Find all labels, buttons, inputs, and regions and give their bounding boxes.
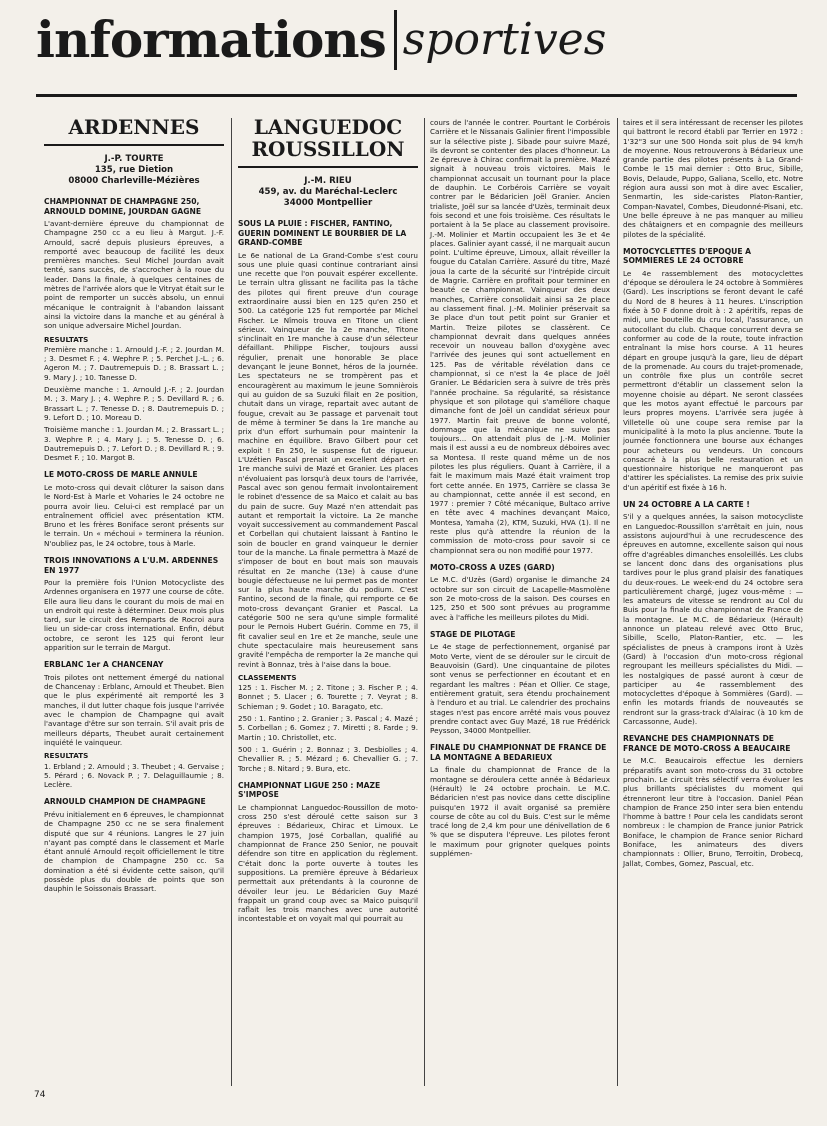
article-body: cours de l'année le contrer. Pourtant le Corbérois Carrière et le Nissanais Galinier firent l'impossible sur la sélective piste J. Sibade pour suivre Mazé, ils devront se contenter des places d'honneur. La 2e épreuve à Chirac confirmait la première. Mazé signait à nouveau trois victoires. Mais le championnat accusait un tournant pour la place de dauphin. Le Corbérois Carrière se voyait contrer par le Bédaricien Joël Granier. Ancien trialiste, Joël sur sa lancée d'Uzès, terminait deux fois second et une fois troisième. Ces résultats le portaient à la 5e place au classement provisoire. J.-M. Molinier et Martin occupaient les 3e et 4e places. Galinier ayant cassé, il ne marquait aucun point. L'ultime épreuve, Limoux, allait réveiller la fougue du Catalan Carrière. Assuré du titre, Mazé joua la carte de la sécurité sur l'intrépide circuit de Magrie. Carrière en profitait pour terminer en beauté ce championnat. Vainqueur des deux manches, Carrière consolidait ainsi sa 2e place au classement final. J.-M. Molinier préservait sa 3e place d'un tout petit point sur Granier et Martin. Treize pilotes se classèrent. Ce championnat devrait dans quelques années recevoir un nouveau ballon d'oxygène avec l'arrivée des jeunes qui sont actuellement en 125. Pas de véritable révélation dans ce championnat, si ce n'est la 4e place de Joël Granier. Le Bédaricien sera à suivre de très près l'année prochaine. Sa régularité, sa résistance physique et son pilotage qui s'améliore chaque dimanche font de Joël un candidat sérieux pour 1977. Martin fait preuve de bonne volonté, dommage que la mécanique ne suive pas toujours... On attendait plus de J.-M. Molinier mais il est aussi a eu de nombreux déboires avec sa Montesa. Il reste quand même un de nos pilotes les plus réguliers. Quant à Carrière, il a fait le maximum mais Mazé était vraiment trop fort cette année. En 1975, Carrière se classa 3e au championnat, cette année il est second, en 1977 : premier ? Côté mécanique, Bultaco arrive en tête avec 4 machines devançant Maico, Montesa, Yamaha (2), KTM, Suzuki, HVA (1). Il ne reste plus qu'à attendre la réunion de la commission de moto-cross pour savoir si ce championnat sera ou non modifié pour 1977.: [430, 118, 610, 555]
column-three: [430, 118, 610, 866]
article: [623, 247, 803, 492]
masthead-informations: informations: [36, 10, 386, 69]
article: [430, 630, 610, 735]
article-continued: [623, 118, 803, 239]
article: [44, 470, 224, 548]
masthead: [36, 10, 606, 76]
column-four: [623, 118, 803, 876]
article: [44, 197, 224, 462]
article-title: FINALE DU CHAMPIONNAT DE FRANCE DE LA MONTAGNE A BEDARIEUX: [430, 743, 607, 762]
page-number: [34, 1090, 45, 1100]
article-body: Le M.C. Beaucairois effectue les derniers préparatifs avant son moto-cross du 31 octobre prochain. Le circuit très sélectif verra évoluer les plus brillants spécialistes du moment qui étrenneront leur titre à l'occasion. Daniel Péan champion de France 250 inter sera bien entendu l'homme à battre ! Pour cela les candidats seront nombreux : le champion de France junior Patrick Boniface, le champion de France senior Richard Boniface, les animateurs des divers championnats : Ollier, Bruno, Terroitin, Drobecq, Jallat, Combes, Gomez, Pascual, etc.: [623, 756, 803, 868]
masthead-sportives: sportives: [394, 10, 607, 70]
results-title: RESULTATS: [44, 334, 89, 344]
results-title: RESULTATS: [44, 751, 89, 761]
article: [44, 660, 224, 789]
column-ardennes: [44, 116, 224, 902]
article: [44, 797, 224, 893]
article-title: SOUS LA PLUIE : FISCHER, FANTINO, GUERIN DOMINENT LE BOURBIER DE LA GRAND-COMBE: [238, 219, 407, 247]
correspondent-name: J.-P. TOURTE: [104, 154, 164, 164]
article: [430, 563, 610, 622]
article: [430, 743, 610, 858]
correspondent-city: 08000 Charleville-Mézières: [68, 176, 200, 186]
article: [623, 500, 803, 726]
article-body: Pour la première fois l'Union Motocycliste des Ardennes organisera en 1977 une course de côte. Elle aura lieu dans le courant du mois de mai en un endroit qui reste à déterminer. Deux mois plus tard, sur le circuit des Remparts de Rocroi aura lieu un side-car cross international. Enfin, début octobre, ce seront les 125 qui feront leur apparition sur le terrain de Margut.: [44, 578, 224, 653]
article-title: LE MOTO-CROSS DE MARLE ANNULE: [44, 470, 198, 480]
article-body: taires et il sera intéressant de recenser les pilotes qui battront le record établi par Terrier en 1972 : 1'32"3 sur une 500 Honda soit plus de 94 km/h de moyenne. Nous retrouverons à Bédarieux une grande partie des pilotes présents à La Grand-Combe le 15 mai dernier : Otto Bruc, Sibille, Bovis, Delaude, Puppo, Galiana, Scello, etc. Notre région aura aussi son mot à dire avec Escalier, Senmartin, les side-caristes Platon-Rantier, Compan-Navatel, Combes, Dieudonné-Pisani, etc. Une belle épreuve à ne pas manquer au milieu des châtaigners et en compagnie des meilleurs pilotes de la spécialité.: [623, 118, 803, 239]
results-text: 250 : 1. Fantino ; 2. Granier ; 3. Pascal ; 4. Mazé ; 5. Corbellan ; 6. Gomez ; 7. Miretti ; 8. Farde ; 9. Martin ; 10. Christollet, etc.: [238, 714, 418, 742]
article: [44, 556, 224, 652]
results-text: Deuxième manche : 1. Arnould J.-F. ; 2. Jourdan M. ; 3. Mary J. ; 4. Wephre P. ; 5. Devillard R. ; 6. Brassart L. ; 7. Tenesse D. ; 8. Dautremepuis D. ; 9. Lefort D. ; 10. Moreau D.: [44, 385, 224, 422]
column-divider: [231, 118, 232, 1086]
results-text: 500 : 1. Guérin ; 2. Bonnaz ; 3. Desbiolles ; 4. Chevallier R. ; 5. Mézard ; 6. Chevallier G. ; 7. Torche ; 8. Nitard ; 9. Bura, etc.: [238, 744, 418, 773]
column-languedoc: [238, 116, 418, 932]
article-title: REVANCHE DES CHAMPIONNATS DE FRANCE DE MOTO-CROSS A BEAUCAIRE: [623, 734, 791, 753]
article-body: Trois pilotes ont nettement émergé du national de Chancenay : Erblanc, Arnould et Theubet. Bien que le plus expérimenté ait remporté les 3 manches, il dut lutter chaque fois jusque l'arrivée avec le champion de Champagne qui avait l'avantage d'être sur son terrain. S'il avait pris de meilleurs départs, Theubet aurait certainement inquiété le vainqueur.: [44, 672, 224, 747]
correspondent-city: 34000 Montpellier: [283, 198, 373, 208]
article-body: Le M.C. d'Uzès (Gard) organise le dimanche 24 octobre sur son circuit de Lacapelle-Masmolène son 2e moto-cross de la saison. Des courses en 125, 250 et 500 sont prévues au programme avec à l'affiche les meilleurs pilotes du Midi.: [430, 575, 610, 622]
correspondent-street: 135, rue Dietion: [94, 165, 174, 175]
article-title: CHAMPIONNAT LIGUE 250 : MAZE S'IMPOSE: [238, 780, 381, 800]
correspondent-street: 459, av. du Maréchal-Leclerc: [258, 187, 398, 197]
page-number-text: 74: [34, 1090, 46, 1100]
article: [623, 734, 803, 868]
article-body: Le 4e rassemblement des motocyclettes d'époque se déroulera le 24 octobre à Sommières (Gard). Les inscriptions se feront devant le café du Nord de 8 heures à 11 heures. L'inscription fixée à 50 F donne droit à : 2 apéritifs, repas de midi, une bouteille du cru local, l'assurance, un autocollant du club. Chaque concurrent devra se conformer au code de la route, toute infraction entraînant la mise hors course. A 11 heures départ en groupe jusqu'à la gare, lieu de départ de la promenade. Au cours du trajet-promenade, un contrôle fixe plus un contrôle secret permettront d'établir un classement selon la moyenne choisie au départ. Ne seront classées que les motos ayant effectué le parcours par leurs propres moyens. L'arrivée sera jugée à Villetelle où une coupe sera remise par la municipalité à la moto la plus ancienne. Toute la journée fonctionnera une bourse aux échanges pour acheteurs ou vendeurs. Un concours consacré à la plus belle restauration et un questionnaire historique ne manqueront pas d'attirer les spécialistes. La remise des prix suivie d'un apéritif est fixée à 16 h.: [623, 268, 803, 492]
results-text: Première manche : 1. Arnould J.-F. ; 2. Jourdan M. ; 3. Desmet F. ; 4. Wephre P. ; 5. Perchet J.-L. ; 6. Ageron M. ; 7. Dautremepuis D. ; 8. Brassart L. ; 9. Mary J. ; 10. Tanesse D.: [44, 344, 224, 382]
correspondent-name: J.-M. RIEU: [304, 176, 352, 186]
results-title: CLASSEMENTS: [238, 672, 297, 682]
article-body: L'avant-dernière épreuve du championnat de Champagne 250 cc a eu lieu à Margut. J.-F. Arnould, sacré depuis plusieurs épreuves, a remporté avec beaucoup de facilité les deux premières manches. Seul Michel Jourdan avait tenté, sans succès, de s'accrocher à la roue du leader. Dans la finale, à quelques centaines de mètres de l'arrivée alors que le Vitryat était sur le point de remporter un succès absolu, un ennui mécanique le contraignit à l'abandon laissant ainsi la victoire dans la manche et au général à son unique adversaire Michel Jourdan.: [44, 219, 224, 331]
correspondent-address: [44, 154, 224, 187]
article-body: Le 6e national de La Grand-Combe s'est couru sous une pluie quasi continue contrariant ainsi une recette que l'on pouvait espérer excellente. Le terrain ultra glissant ne facilita pas la tâche des pilotes qui firent preuve d'un courage extraordinaire aussi bien en 125 qu'en 250 et 500. La catégorie 125 fut remportée par Michel Fischer. Le Nîmois trouva en Titone un client sérieux. Vainqueur de la 2e manche, Titone s'inclinait en 1re manche à cause d'un sélecteur défaillant. Philippe Fischer, toujours aussi régulier, prenait une honorable 3e place devançant le jeune Bonnet, héros de la journée. Les spectateurs ne se trompèrent pas et encouragèrent au maximum le jeune Somnièrois qui au guidon de sa Suzuki filait en 2e position, chutait dans un virage, repartait avec autant de fougue, crevait au 3e passage et parvenait tout de même à terminer 5e dans la 1re manche au prix d'un effort surhumain pour maintenir la machine en équilibre. Bravo Gilbert pour cet exploit ! En 250, le suspense fut de rigueur. L'Uzétien Pascal prenait un excellent départ en 1re manche suivi de Mazé et Granier. Les places n'évoluaient pas lorsqu'à deux tours de l'arrivée, Pascal avec son genou fermait involontairement le robinet d'essence de sa Maico et calait au bas du pain de sucre. Guy Mazé n'en attendait pas autant et remportait la victoire. La 2e manche voyait successivement au commandement Pascal et Corbellan qui chutaient laissant à Fantino le soin de boucler en grand vainqueur le dernier tour de la manche. La finale permettra à Mazé de s'imposer de bout en bout mais son mauvais résultat en 2e manche (13e) à cause d'une bougie défectueuse ne lui permet pas de monter sur la plus haute marche du podium. C'est Fantino, second de la finale, qui remporte ce 6e moto-cross devançant Granier et Pascal. La catégorie 500 ne sera qu'une simple formalité pour le Pernois Hubert Guérin. Comme en 75, il fit cavalier seul en 1re et 2e manche, seule une chute spectaculaire mais heureusement sans gravité l'empêcha de remporter la 2e manche qui revint à Bonnaz, très à l'aise dans la boue.: [238, 250, 418, 669]
article-title: CHAMPIONNAT DE CHAMPAGNE 250, ARNOULD DOMINE, JOURDAN GAGNE: [44, 197, 202, 216]
results-text: 1. Erbland ; 2. Arnould ; 3. Theubet ; 4. Gervaise ; 5. Pérard ; 6. Novack P. ; 7. Delaguillaumie ; 8. Leclère.: [44, 761, 224, 790]
article-title: ARNOULD CHAMPION DE CHAMPAGNE: [44, 797, 206, 807]
article-body: Le 4e stage de perfectionnement, organisé par Moto Verte, vient de se dérouler sur le circuit de Beauvoisin (Gard). Une cinquantaine de pilotes sont venus se perfectionner en écoutant et en regardant les maîtres : Péan et Ollier. Ce stage, entièrement gratuit, sera étendu prochainement à l'enduro et au trial. Le calendrier des prochains stages n'est pas encore arrêté mais vous pouvez prendre contact avec Guy Mazé, 18 rue Frédérick Peysson, 34000 Montpellier.: [430, 642, 610, 736]
article: [238, 781, 418, 924]
column-divider: [424, 118, 425, 1086]
region-title-ardennes: ARDENNES: [44, 116, 224, 146]
results-text: Troisième manche : 1. Jourdan M. ; 2. Brassart L. ; 3. Wephre P. ; 4. Mary J. ; 5. Tenesse D. ; 6. Dautremepuis D. ; 7. Lefort D. ; 8. Devillard R. ; 9. Desmet F. ; 10. Margot B.: [44, 425, 224, 463]
article-title: MOTOCYCLETTES D'EPOQUE A SOMMIERES LE 24 OCTOBRE: [623, 246, 752, 266]
region-title-languedoc: LANGUEDOC ROUSSILLON: [238, 116, 418, 168]
article-title: MOTO-CROSS A UZES (GARD): [430, 562, 555, 572]
article-continued: [430, 118, 610, 555]
correspondent-address: [238, 176, 418, 209]
article-body: Prévu initialement en 6 épreuves, le championnat de Champagne 250 cc ne se sera finalement disputé que sur 4 réunions. Langres le 27 juin n'ayant pas compté dans le classement et Marle étant annulé Arnould reçoit officiellement le titre de champion de Champagne 250 cc. Sa domination a été si évidente cette saison, qu'il possède plus du double de points que son dauphin le Soissonais Brassart.: [44, 809, 224, 894]
article-body: Le championnat Languedoc-Roussillon de moto-cross 250 s'est déroulé cette saison sur 3 épreuves : Bédarieux, Chirac et Limoux. Le champion 1975, José Corballan, qualifié au championnat de France 250 Senior, ne pouvait défendre son titre en application du règlement. C'était donc la porte ouverte à toutes les suppositions. La première épreuve à Bédarieux permettait aux prétendants à la couronne de dévoiler leur jeu. Le Bédaricien Guy Mazé frappait un grand coup avec sa Maico puisqu'il raflait les trois manches avec une autorité incontestable et on voyait mal qui pourrait au: [238, 802, 418, 924]
article: [238, 219, 418, 773]
article-title: TROIS INNOVATIONS A L'U.M. ARDENNES EN 1977: [44, 556, 219, 575]
article-body: La finale du championnat de France de la montagne se déroulera cette année à Bédarieux (Hérault) le 24 octobre prochain. Le M.C. Bédaricien n'est pas novice dans cette discipline puisqu'en 1972 il avait organisé sa première course de côte au col du Buis. C'est sur le même tracé long de 2,4 km pour une dénivellation de 6 % que se disputera l'épreuve. Les pilotes feront le maximum pour grignoter quelques points supplémen-: [430, 765, 610, 859]
article-title: STAGE DE PILOTAGE: [430, 629, 516, 639]
article-title: ERBLANC 1er A CHANCENAY: [44, 660, 164, 670]
article-body: Le moto-cross qui devait clôturer la saison dans le Nord-Est à Marle et Voharies le 24 octobre ne pourra avoir lieu. Celui-ci est remplacé par un entraînement officiel avec présentation KTM. Bruno et les frères Boniface seront présents sur le terrain. Un « méchoui » terminera la réunion. N'oubliez pas, le 24 octobre, tous à Marle.: [44, 482, 224, 548]
article-body: S'il y a quelques années, la saison motocycliste en Languedoc-Roussillon s'arrêtait en juin, nous assistons aujourd'hui à une recrudescence des épreuves en automne, excellente saison qui nous offre d'agréables dimanches ensoleillés. Les clubs se lancent donc dans des organisations plus tardives pour le plus grand plaisir des fanatiques du deux-roues. Le week-end du 24 octobre sera particulièrement chargé, jugez vous-même : — les amateurs de vitesse se rendront au Col du Buis pour la finale du championnat de France de la montagne. Le M.C. de Bédarieux (Hérault) annonce un plateau relevé avec Otto Bruc, Sibille, Scello, Platon-Rantier, etc. — les spécialistes de pneus à crampons iront à Uzès (Gard) à l'occasion d'un moto-cross régional regroupant les meilleurs spécialistes du Midi. — les nostalgiques de passé auront à cœur de participer au 4e rassemblement des motocyclettes d'époque à Sommières (Gard). — enfin les motards friands de nouveautés se rendront sur la grass-track d'Alairac (à 10 km de Carcassonne, Aude).: [623, 512, 803, 727]
results-text: 125 : 1. Fischer M. ; 2. Titone ; 3. Fischer P. ; 4. Bonnet ; 5. Llacer ; 6. Tourette ; 7. Veyrat ; 8. Schieman ; 9. Godet ; 10. Baragato, etc.: [238, 683, 418, 711]
column-divider: [617, 118, 618, 1086]
header-rule: [36, 94, 797, 97]
article-title: UN 24 OCTOBRE A LA CARTE !: [623, 499, 750, 509]
